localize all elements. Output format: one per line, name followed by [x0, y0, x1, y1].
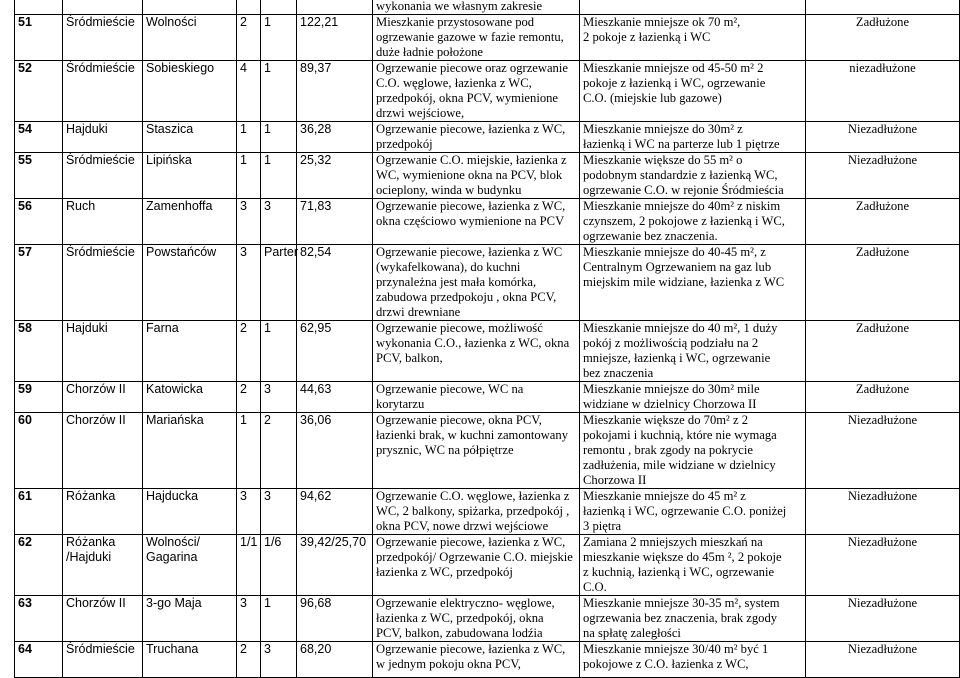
cell-number: 54	[15, 122, 63, 153]
cell-wanted: Zamiana 2 mniejszych mieszkań na mieszkanie większe do 45m ², 2 pokoje z kuchnią, łazienką i WC, ogrzewanie C.O.	[580, 535, 806, 596]
cell-wanted: Mieszkanie mniejsze od 45-50 m² 2 pokoje z łazienką i WC, ogrzewanie C.O. (miejskie lub gazowe)	[580, 61, 806, 122]
cell-area: 96,68	[297, 596, 373, 642]
cell-status: Zadłużone	[806, 382, 960, 413]
cell-rooms: 2	[237, 15, 261, 61]
cell-street: Mariańska	[143, 413, 237, 489]
table-row	[15, 15, 960, 61]
cell-district	[63, 0, 143, 15]
cell-area: 82,54	[297, 245, 373, 321]
cell-floor: 1/6	[261, 535, 297, 596]
cell-wanted: Mieszkanie mniejsze do 30m² z łazienką i WC na parterze lub 1 piętrze	[580, 122, 806, 153]
cell-area: 94,62	[297, 489, 373, 535]
table-row	[15, 535, 960, 596]
cell-area: 71,83	[297, 199, 373, 245]
table-row	[15, 489, 960, 535]
cell-number: 58	[15, 321, 63, 382]
cell-description: Ogrzewanie piecowe, łazienka z WC, w jednym pokoju okna PCV,	[373, 642, 580, 678]
cell-number: 57	[15, 245, 63, 321]
cell-status: Niezadłużone	[806, 535, 960, 596]
cell-floor: 2	[261, 413, 297, 489]
cell-rooms: 3	[237, 245, 261, 321]
cell-rooms: 2	[237, 642, 261, 678]
cell-street: 3-go Maja	[143, 596, 237, 642]
cell-description: Ogrzewanie C.O. węglowe, łazienka z WC, 2 balkony, spiżarka, przedpokój , okna PCV, nowe drzwi wejściowe	[373, 489, 580, 535]
cell-street: Farna	[143, 321, 237, 382]
cell-area: 36,28	[297, 122, 373, 153]
exchange-table	[14, 0, 960, 678]
cell-status: Niezadłużone	[806, 153, 960, 199]
cell-wanted: Mieszkanie mniejsze do 40 m², 1 duży pokój z możliwością podziału na 2 mniejsze, łazienką i WC, ogrzewanie bez znaczenia	[580, 321, 806, 382]
cell-street	[143, 0, 237, 15]
cell-district: Ruch	[63, 199, 143, 245]
cell-rooms: 1/1	[237, 535, 261, 596]
cell-street: Truchana	[143, 642, 237, 678]
cell-district: Śródmieście	[63, 245, 143, 321]
table-row	[15, 122, 960, 153]
cell-description: Ogrzewanie piecowe, łazienka z WC, okna częściowo wymienione na PCV	[373, 199, 580, 245]
cell-description: Ogrzewanie piecowe, łazienka z WC (wykafelkowana), do kuchni przynależna jest mała komórka, zabudowa przedpokoju , okna PCV, drzwi drewniane	[373, 245, 580, 321]
cell-street: Staszica	[143, 122, 237, 153]
cell-district: Różanka /Hajduki	[63, 535, 143, 596]
cell-number: 55	[15, 153, 63, 199]
table-row	[15, 245, 960, 321]
cell-number	[15, 0, 63, 15]
cell-description: Ogrzewanie elektryczno- węglowe, łazienka z WC, przedpokój, okna PCV, balkon, zabudowana lodźia	[373, 596, 580, 642]
cell-floor: 1	[261, 15, 297, 61]
cell-number: 64	[15, 642, 63, 678]
cell-description: Ogrzewanie piecowe, łazienka z WC, przedpokój/ Ogrzewanie C.O. miejskie łazienka z WC, przedpokój	[373, 535, 580, 596]
cell-district: Chorzów II	[63, 596, 143, 642]
cell-floor: 3	[261, 642, 297, 678]
table-row	[15, 413, 960, 489]
cell-status: Niezadłużone	[806, 413, 960, 489]
cell-number: 63	[15, 596, 63, 642]
cell-floor	[261, 0, 297, 15]
cell-number: 62	[15, 535, 63, 596]
cell-status: niezadłużone	[806, 61, 960, 122]
cell-street: Wolności	[143, 15, 237, 61]
table-row	[15, 199, 960, 245]
cell-district: Chorzów II	[63, 413, 143, 489]
cell-rooms: 2	[237, 321, 261, 382]
cell-number: 51	[15, 15, 63, 61]
cell-street: Katowicka	[143, 382, 237, 413]
cell-status: Zadłużone	[806, 199, 960, 245]
cell-wanted: Mieszkanie mniejsze 30/40 m² być 1 pokojowe z C.O. łazienka z WC,	[580, 642, 806, 678]
cell-status: Niezadłużone	[806, 122, 960, 153]
cell-street: Wolności/ Gagarina	[143, 535, 237, 596]
cell-street: Zamenhoffa	[143, 199, 237, 245]
cell-status: Niezadłużone	[806, 642, 960, 678]
cell-description: Ogrzewanie piecowe, okna PCV, łazienki brak, w kuchni zamontowany prysznic, WC na półpiętrze	[373, 413, 580, 489]
cell-status: Zadłużone	[806, 15, 960, 61]
cell-district: Hajduki	[63, 321, 143, 382]
cell-status	[806, 0, 960, 15]
cell-district: Śródmieście	[63, 15, 143, 61]
cell-street: Sobieskiego	[143, 61, 237, 122]
cell-wanted: Mieszkanie mniejsze do 30m² mile widziane w dzielnicy Chorzowa II	[580, 382, 806, 413]
cell-district: Chorzów II	[63, 382, 143, 413]
table-row	[15, 642, 960, 678]
cell-number: 60	[15, 413, 63, 489]
cell-area: 39,42/25,70	[297, 535, 373, 596]
table-row	[15, 61, 960, 122]
cell-status: Zadłużone	[806, 245, 960, 321]
cell-wanted: Mieszkanie mniejsze 30-35 m², system ogrzewania bez znaczenia, brak zgody na spłatę zaległości	[580, 596, 806, 642]
cell-status: Niezadłużone	[806, 489, 960, 535]
table-row	[15, 153, 960, 199]
cell-description: Ogrzewanie piecowe, łazienka z WC, przedpokój	[373, 122, 580, 153]
cell-area: 44,63	[297, 382, 373, 413]
cell-description: Ogrzewanie piecowe, WC na korytarzu	[373, 382, 580, 413]
cell-district: Hajduki	[63, 122, 143, 153]
table-row	[15, 0, 960, 15]
cell-rooms: 1	[237, 122, 261, 153]
cell-number: 52	[15, 61, 63, 122]
cell-district: Śródmieście	[63, 642, 143, 678]
cell-street: Hajducka	[143, 489, 237, 535]
cell-rooms: 3	[237, 596, 261, 642]
cell-rooms: 1	[237, 413, 261, 489]
cell-description: Ogrzewanie piecowe oraz ogrzewanie C.O. węglowe, łazienka z WC, przedpokój, okna PCV, wymienione drzwi wejściowe,	[373, 61, 580, 122]
cell-floor: Parter	[261, 245, 297, 321]
cell-status: Zadłużone	[806, 321, 960, 382]
cell-rooms: 4	[237, 61, 261, 122]
cell-wanted: Mieszkanie mniejsze do 40-45 m², z Centralnym Ogrzewaniem na gaz lub miejskim mile widziane, łazienka z WC	[580, 245, 806, 321]
cell-rooms: 1	[237, 153, 261, 199]
cell-wanted: Mieszkanie mniejsze do 40m² z niskim czynszem, 2 pokojowe z łazienką i WC, ogrzewanie bez znaczenia.	[580, 199, 806, 245]
cell-description: Ogrzewanie piecowe, możliwość wykonania C.O., łazienka z WC, okna PCV, balkon,	[373, 321, 580, 382]
cell-wanted: Mieszkanie mniejsze do 45 m² z łazienką i WC, ogrzewanie C.O. poniżej 3 piętra	[580, 489, 806, 535]
cell-floor: 1	[261, 61, 297, 122]
cell-description: wykonania we własnym zakresie	[373, 0, 580, 15]
cell-area: 89,37	[297, 61, 373, 122]
cell-rooms	[237, 0, 261, 15]
cell-district: Śródmieście	[63, 61, 143, 122]
cell-floor: 1	[261, 122, 297, 153]
cell-area: 25,32	[297, 153, 373, 199]
cell-floor: 3	[261, 489, 297, 535]
cell-floor: 1	[261, 153, 297, 199]
cell-floor: 3	[261, 382, 297, 413]
cell-description: Ogrzewanie C.O. miejskie, łazienka z WC, wymienione okna na PCV, blok ocieplony, winda w budynku	[373, 153, 580, 199]
cell-floor: 1	[261, 321, 297, 382]
cell-number: 61	[15, 489, 63, 535]
cell-street: Lipińska	[143, 153, 237, 199]
cell-area: 36,06	[297, 413, 373, 489]
cell-rooms: 3	[237, 489, 261, 535]
cell-status: Niezadłużone	[806, 596, 960, 642]
cell-area: 62,95	[297, 321, 373, 382]
cell-rooms: 2	[237, 382, 261, 413]
cell-area	[297, 0, 373, 15]
cell-rooms: 3	[237, 199, 261, 245]
cell-number: 56	[15, 199, 63, 245]
cell-district: Różanka	[63, 489, 143, 535]
cell-area: 68,20	[297, 642, 373, 678]
cell-description: Mieszkanie przystosowane pod ogrzewanie gazowe w fazie remontu, duże ładnie położone	[373, 15, 580, 61]
cell-wanted: Mieszkanie większe do 55 m² o podobnym standardzie z łazienką WC, ogrzewanie C.O. w rejonie Śródmieścia	[580, 153, 806, 199]
cell-district: Śródmieście	[63, 153, 143, 199]
cell-floor: 1	[261, 596, 297, 642]
cell-floor: 3	[261, 199, 297, 245]
cell-wanted: Mieszkanie większe do 70m² z 2 pokojami i kuchnią, które nie wymaga remontu , brak zgody na pokrycie zadłużenia, mile widziane w dzielnicy Chorzowa II	[580, 413, 806, 489]
cell-number: 59	[15, 382, 63, 413]
table-row	[15, 596, 960, 642]
cell-street: Powstańców	[143, 245, 237, 321]
table-row	[15, 382, 960, 413]
cell-area: 122,21	[297, 15, 373, 61]
cell-wanted: Mieszkanie mniejsze ok 70 m², 2 pokoje z łazienką i WC	[580, 15, 806, 61]
table-row	[15, 321, 960, 382]
cell-wanted	[580, 0, 806, 15]
